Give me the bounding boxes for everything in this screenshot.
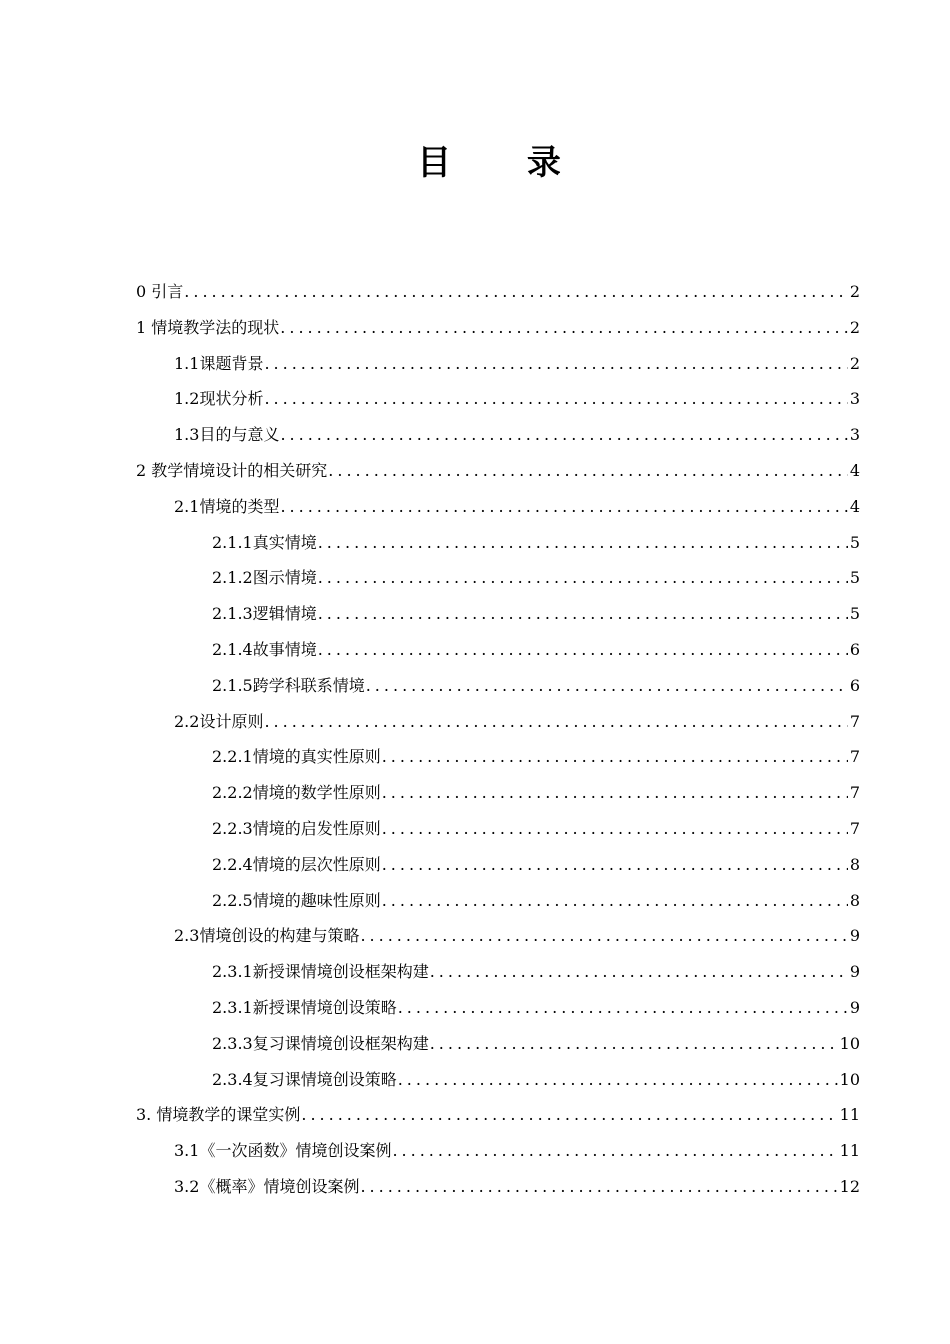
toc-entry[interactable] — [174, 1133, 860, 1169]
toc-dot-leader — [359, 918, 847, 954]
toc-dot-leader — [279, 489, 847, 525]
toc-entry-page-number: 10 — [839, 1069, 860, 1089]
toc-dot-leader — [279, 417, 847, 453]
toc-entry-label[interactable]: 2.2.3情境的启发性原则 — [212, 819, 381, 838]
toc-entry-label[interactable]: 2.3.4复习课情境创设策略 — [212, 1069, 397, 1089]
toc-entry[interactable] — [212, 1062, 860, 1098]
toc-dot-leader — [183, 274, 848, 310]
toc-entry-page-number: 2 — [849, 353, 860, 373]
toc-entry-label[interactable]: 2.1.4故事情境 — [212, 640, 317, 659]
toc-entry-label[interactable]: 2 教学情境设计的相关研究 — [136, 461, 328, 480]
toc-entry-page-number: 9 — [849, 926, 860, 946]
toc-entry-page-number: 5 — [849, 604, 860, 624]
toc-entry[interactable] — [174, 1169, 860, 1205]
toc-entry-page-number: 9 — [849, 962, 860, 982]
toc-entry-label[interactable]: 2.2.5情境的趣味性原则 — [212, 890, 381, 910]
toc-entry[interactable] — [212, 811, 860, 847]
toc-dot-leader — [279, 310, 848, 346]
toc-entry[interactable] — [212, 596, 860, 632]
toc-entry-label[interactable]: 3. 情境教学的课堂实例 — [136, 1105, 301, 1125]
toc-dot-leader — [317, 632, 848, 668]
toc-dot-leader — [317, 596, 848, 632]
toc-entry-label[interactable]: 3.2《概率》情境创设案例 — [174, 1177, 360, 1196]
toc-entry[interactable] — [212, 883, 860, 919]
toc-dot-leader — [381, 739, 848, 775]
toc-entry[interactable] — [136, 453, 860, 489]
toc-entry-page-number: 9 — [849, 998, 860, 1017]
toc-entry-page-number: 10 — [839, 1033, 860, 1053]
toc-entry-page-number: 4 — [849, 496, 860, 516]
toc-entry[interactable] — [212, 847, 860, 883]
toc-dot-leader — [263, 381, 847, 417]
toc-entry[interactable] — [136, 310, 860, 346]
toc-entry-label[interactable]: 2.1.5跨学科联系情境 — [212, 675, 365, 695]
toc-entry-label[interactable]: 2.3.1新授课情境创设框架构建 — [212, 962, 429, 982]
toc-entry-page-number: 6 — [849, 675, 860, 695]
toc-dot-leader — [317, 525, 848, 561]
toc-entry[interactable] — [212, 525, 860, 561]
toc-entry-label[interactable]: 2.1.3逻辑情境 — [212, 604, 317, 624]
toc-entry[interactable] — [174, 381, 860, 417]
toc-entry-label[interactable]: 2.1.2图示情境 — [212, 568, 317, 588]
toc-entry[interactable] — [136, 1097, 860, 1133]
toc-entry[interactable] — [212, 1026, 860, 1062]
toc-entry-page-number: 7 — [849, 711, 860, 731]
toc-dot-leader — [263, 346, 847, 382]
toc-dot-leader — [429, 954, 848, 990]
toc-title: 目 录 — [417, 143, 593, 183]
toc-entry-page-number: 7 — [849, 819, 860, 838]
toc-entry[interactable] — [212, 668, 860, 704]
toc-entry-label[interactable]: 3.1《一次函数》情境创设案例 — [174, 1141, 392, 1161]
toc-entry[interactable] — [174, 918, 860, 954]
toc-entry[interactable] — [212, 990, 860, 1026]
toc-entry-page-number: 6 — [849, 640, 860, 659]
toc-dot-leader — [429, 1026, 838, 1062]
toc-entry-label[interactable]: 2.3.3复习课情境创设框架构建 — [212, 1033, 429, 1053]
toc-entry-label[interactable]: 1 情境教学法的现状 — [136, 317, 280, 337]
toc-entry-label[interactable]: 2.1情境的类型 — [174, 496, 280, 516]
toc-entry-page-number: 7 — [849, 783, 860, 803]
toc-dot-leader — [317, 560, 848, 596]
toc-entry[interactable] — [212, 560, 860, 596]
toc-dot-leader — [397, 1062, 838, 1098]
toc-dot-leader — [300, 1097, 837, 1133]
toc-entry-label[interactable]: 1.2现状分析 — [174, 389, 264, 409]
toc-entry-page-number: 2 — [849, 282, 860, 301]
toc-dot-leader — [359, 1169, 837, 1205]
toc-entry[interactable] — [174, 417, 860, 453]
toc-entry-label[interactable]: 2.2.4情境的层次性原则 — [212, 854, 381, 874]
toc-entry-page-number: 8 — [849, 854, 860, 874]
toc-dot-leader — [365, 668, 848, 704]
toc-entry-label[interactable]: 0 引言 — [136, 282, 184, 301]
toc-entry-page-number: 8 — [849, 890, 860, 910]
toc-dot-leader — [381, 847, 848, 883]
toc-entry[interactable] — [136, 274, 860, 310]
toc-entry-page-number: 11 — [839, 1105, 860, 1125]
toc-entry-page-number: 7 — [849, 747, 860, 767]
toc-entry-page-number: 2 — [849, 317, 860, 337]
toc-entry[interactable] — [212, 954, 860, 990]
toc-entry-label[interactable]: 2.2设计原则 — [174, 711, 264, 731]
toc-dot-leader — [381, 883, 848, 919]
toc-entry[interactable] — [212, 632, 860, 668]
toc-entry-label[interactable]: 1.3目的与意义 — [174, 425, 280, 445]
toc-dot-leader — [327, 453, 848, 489]
toc-dot-leader — [263, 704, 847, 740]
toc-entry-label[interactable]: 2.2.1情境的真实性原则 — [212, 747, 381, 767]
toc-entry-label[interactable]: 2.3情境创设的构建与策略 — [174, 926, 360, 946]
toc-entry[interactable] — [174, 489, 860, 525]
toc-dot-leader — [397, 990, 848, 1026]
toc-dot-leader — [381, 775, 848, 811]
toc-entry-label[interactable]: 1.1课题背景 — [174, 353, 264, 373]
toc-entry[interactable] — [174, 704, 860, 740]
toc-entry-label[interactable]: 2.3.1新授课情境创设策略 — [212, 998, 397, 1017]
toc-entry[interactable] — [174, 346, 860, 382]
toc-entry-page-number: 5 — [849, 568, 860, 588]
toc-entry[interactable] — [212, 775, 860, 811]
toc-entry-label[interactable]: 2.1.1真实情境 — [212, 532, 317, 552]
toc-entry-page-number: 4 — [849, 461, 860, 480]
toc-entry-label[interactable]: 2.2.2情境的数学性原则 — [212, 783, 381, 803]
toc-entry-page-number: 12 — [839, 1177, 860, 1196]
toc-entry-page-number: 5 — [849, 532, 860, 552]
toc-entry[interactable] — [212, 739, 860, 775]
toc-dot-leader — [381, 811, 848, 847]
toc-entry-page-number: 3 — [849, 389, 860, 409]
toc-entry-page-number: 11 — [839, 1141, 860, 1161]
toc-dot-leader — [391, 1133, 837, 1169]
toc-entry-page-number: 3 — [849, 425, 860, 445]
